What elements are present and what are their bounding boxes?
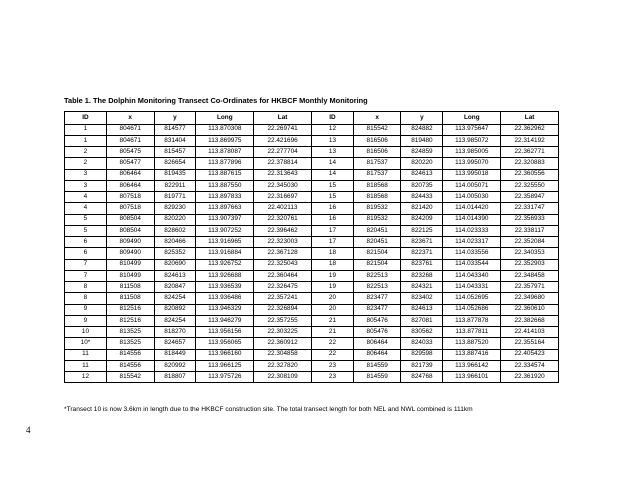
table-cell: 7 [65, 259, 107, 270]
table-cell: 22.355164 [501, 338, 559, 349]
table-row [65, 158, 559, 169]
table-cell: 113.887416 [443, 349, 501, 360]
table-row [65, 225, 559, 236]
table-cell: 114.023317 [443, 237, 501, 248]
table-cell: 818270 [154, 327, 196, 338]
table-cell: 830562 [401, 327, 443, 338]
table-cell: 113.995070 [443, 158, 501, 169]
table-cell: 19 [311, 270, 353, 281]
table-cell: 10* [65, 338, 107, 349]
table-row [65, 360, 559, 371]
table-cell: 113.975647 [443, 124, 501, 135]
table-cell: 804671 [106, 135, 154, 146]
table-row [65, 192, 559, 203]
table-cell: 113.916884 [196, 248, 254, 259]
table-cell: 113.897663 [196, 203, 254, 214]
table-cell: 113.956065 [196, 338, 254, 349]
table-row [65, 282, 559, 293]
table-cell: 820847 [154, 282, 196, 293]
table-cell: 812516 [106, 304, 154, 315]
table-cell: 815542 [106, 372, 154, 383]
table-cell: 114.052695 [443, 293, 501, 304]
table-cell: 804671 [106, 124, 154, 135]
table-cell: 22.357241 [254, 293, 312, 304]
table-cell: 820466 [154, 237, 196, 248]
table-cell: 12 [65, 372, 107, 383]
table-cell: 823671 [401, 237, 443, 248]
table-cell: 829230 [154, 203, 196, 214]
table-cell: 809490 [106, 237, 154, 248]
column-header: Long [443, 112, 501, 125]
table-cell: 113.946279 [196, 315, 254, 326]
table-cell: 811508 [106, 282, 154, 293]
column-header: y [154, 112, 196, 125]
table-cell: 22.357971 [501, 282, 559, 293]
table-cell: 7 [65, 270, 107, 281]
table-cell: 22.357255 [254, 315, 312, 326]
table-cell: 23 [311, 372, 353, 383]
table-cell: 22.314192 [501, 135, 559, 146]
table-cell: 826654 [154, 158, 196, 169]
table-cell: 818449 [154, 349, 196, 360]
table-row [65, 349, 559, 360]
table-cell: 824882 [401, 124, 443, 135]
table-row [65, 135, 559, 146]
table-cell: 824254 [154, 293, 196, 304]
table-row [65, 147, 559, 158]
table-cell: 822513 [353, 270, 401, 281]
table-cell: 8 [65, 282, 107, 293]
table-cell: 22.405423 [501, 349, 559, 360]
table-cell: 22.356933 [501, 214, 559, 225]
table-cell: 114.023333 [443, 225, 501, 236]
table-cell: 22.382668 [501, 315, 559, 326]
table-cell: 1 [65, 124, 107, 135]
table-cell: 824859 [401, 147, 443, 158]
table-cell: 817537 [353, 169, 401, 180]
table-cell: 5 [65, 214, 107, 225]
table-cell: 825352 [154, 248, 196, 259]
table-cell: 113.887550 [196, 180, 254, 191]
table-cell: 823268 [401, 270, 443, 281]
table-cell: 22.338117 [501, 225, 559, 236]
table-row [65, 338, 559, 349]
table-cell: 819435 [154, 169, 196, 180]
table-cell: 812516 [106, 315, 154, 326]
table-cell: 113.966101 [443, 372, 501, 383]
table-cell: 818807 [154, 372, 196, 383]
table-cell: 820735 [401, 180, 443, 191]
table-cell: 807518 [106, 203, 154, 214]
table-cell: 806464 [106, 180, 154, 191]
table-row [65, 214, 559, 225]
table-row [65, 124, 559, 135]
table-cell: 6 [65, 248, 107, 259]
table-cell: 820451 [353, 237, 401, 248]
table-cell: 22.308109 [254, 372, 312, 383]
table-cell: 22.360912 [254, 338, 312, 349]
footnote: *Transect 10 is now 3.6km in length due to the HKBCF construction site. The total transect length for both NEL and NWL combined is 111km [64, 406, 473, 413]
table-cell: 9 [65, 304, 107, 315]
table-cell: 813525 [106, 338, 154, 349]
table-cell: 23 [311, 360, 353, 371]
table-cell: 823477 [353, 293, 401, 304]
table-cell: 809490 [106, 248, 154, 259]
table-cell: 22.303225 [254, 327, 312, 338]
page-number: 4 [26, 425, 31, 435]
table-cell: 820220 [401, 158, 443, 169]
table-cell: 18 [311, 259, 353, 270]
table-cell: 20 [311, 304, 353, 315]
table-cell: 22.352903 [501, 259, 559, 270]
table-cell: 22.421696 [254, 135, 312, 146]
table-cell: 819771 [154, 192, 196, 203]
table-cell: 113.956156 [196, 327, 254, 338]
table-cell: 15 [311, 192, 353, 203]
table-row [65, 372, 559, 383]
table-cell: 816506 [353, 147, 401, 158]
table-cell: 806464 [106, 169, 154, 180]
table-cell: 805477 [106, 158, 154, 169]
table-cell: 15 [311, 180, 353, 191]
table-cell: 22.360610 [501, 304, 559, 315]
table-cell: 824657 [154, 338, 196, 349]
column-header: ID [65, 112, 107, 125]
table-cell: 22.334574 [501, 360, 559, 371]
table-row [65, 169, 559, 180]
table-cell: 6 [65, 237, 107, 248]
table-cell: 22.277704 [254, 147, 312, 158]
table-cell: 815457 [154, 147, 196, 158]
table-cell: 824613 [401, 169, 443, 180]
table-cell: 113.877811 [443, 327, 501, 338]
table-cell: 822911 [154, 180, 196, 191]
table-cell: 114.014390 [443, 214, 501, 225]
table-cell: 11 [65, 349, 107, 360]
table-cell: 828602 [154, 225, 196, 236]
table-cell: 807518 [106, 192, 154, 203]
table-cell: 22.402113 [254, 203, 312, 214]
table-cell: 814559 [353, 360, 401, 371]
header-row [65, 112, 559, 125]
table-body [65, 124, 559, 383]
table-cell: 808504 [106, 225, 154, 236]
table-cell: 113.985072 [443, 135, 501, 146]
table-cell: 811508 [106, 293, 154, 304]
table-cell: 822513 [353, 282, 401, 293]
table-cell: 821504 [353, 259, 401, 270]
table-cell: 22.414103 [501, 327, 559, 338]
table-cell: 8 [65, 293, 107, 304]
table-cell: 806464 [353, 338, 401, 349]
table-cell: 820220 [154, 214, 196, 225]
table-cell: 824209 [401, 214, 443, 225]
table-cell: 821504 [353, 248, 401, 259]
table-cell: 10 [65, 327, 107, 338]
table-cell: 820451 [353, 225, 401, 236]
table-cell: 113.897833 [196, 192, 254, 203]
table-cell: 14 [311, 169, 353, 180]
table-cell: 824768 [401, 372, 443, 383]
table-cell: 113.887520 [443, 338, 501, 349]
table-cell: 1 [65, 135, 107, 146]
table-cell: 22.326894 [254, 304, 312, 315]
table-row [65, 327, 559, 338]
table-cell: 113.878087 [196, 147, 254, 158]
table-cell: 820892 [154, 304, 196, 315]
table-cell: 113.936486 [196, 293, 254, 304]
table-cell: 2 [65, 158, 107, 169]
table-cell: 22.323003 [254, 237, 312, 248]
table-cell: 824033 [401, 338, 443, 349]
table-cell: 17 [311, 237, 353, 248]
table-cell: 22.348458 [501, 270, 559, 281]
table-cell: 113.926688 [196, 270, 254, 281]
table-row [65, 237, 559, 248]
table-cell: 114.014420 [443, 203, 501, 214]
table-cell: 5 [65, 225, 107, 236]
column-header: Lat [501, 112, 559, 125]
table-cell: 808504 [106, 214, 154, 225]
table-cell: 829598 [401, 349, 443, 360]
table-cell: 22.349680 [501, 293, 559, 304]
table-cell: 113.966160 [196, 349, 254, 360]
table-cell: 821420 [401, 203, 443, 214]
table-cell: 114.005030 [443, 192, 501, 203]
column-header: y [401, 112, 443, 125]
table-caption: Table 1. The Dolphin Monitoring Transect Co-Ordinates for HKBCF Monthly Monitoring [64, 96, 368, 105]
table-cell: 814556 [106, 360, 154, 371]
table-cell: 810499 [106, 270, 154, 281]
table-cell: 831404 [154, 135, 196, 146]
table-cell: 113.869975 [196, 135, 254, 146]
table-cell: 114.043340 [443, 270, 501, 281]
table-cell: 114.033556 [443, 248, 501, 259]
table-cell: 113.926752 [196, 259, 254, 270]
table-cell: 113.946329 [196, 304, 254, 315]
table-cell: 22.360556 [501, 169, 559, 180]
table-cell: 819532 [353, 214, 401, 225]
table-cell: 824254 [154, 315, 196, 326]
table-cell: 814556 [106, 349, 154, 360]
table-cell: 113.985005 [443, 147, 501, 158]
table-cell: 22.326475 [254, 282, 312, 293]
table-cell: 22.361920 [501, 372, 559, 383]
table-cell: 22.304858 [254, 349, 312, 360]
table-cell: 824433 [401, 192, 443, 203]
table-cell: 816506 [353, 135, 401, 146]
table-cell: 21 [311, 315, 353, 326]
table-cell: 113.966142 [443, 360, 501, 371]
table-cell: 22 [311, 338, 353, 349]
table-cell: 22.360464 [254, 270, 312, 281]
table-cell: 12 [311, 124, 353, 135]
table-cell: 22.367128 [254, 248, 312, 259]
table-cell: 22.327820 [254, 360, 312, 371]
table-cell: 22.269741 [254, 124, 312, 135]
table-cell: 823477 [353, 304, 401, 315]
table-cell: 814577 [154, 124, 196, 135]
column-header: Lat [254, 112, 312, 125]
table-cell: 16 [311, 203, 353, 214]
table-cell: 18 [311, 248, 353, 259]
table-cell: 819480 [401, 135, 443, 146]
table-cell: 21 [311, 327, 353, 338]
table-cell: 114.005071 [443, 180, 501, 191]
table-cell: 3 [65, 180, 107, 191]
table-cell: 823402 [401, 293, 443, 304]
column-header: ID [311, 112, 353, 125]
table-cell: 113.887615 [196, 169, 254, 180]
table-cell: 22.352084 [501, 237, 559, 248]
table-cell: 824613 [401, 304, 443, 315]
table-cell: 113.907252 [196, 225, 254, 236]
table-cell: 113.916965 [196, 237, 254, 248]
transect-coordinates-table [64, 111, 559, 383]
table-cell: 22.362771 [501, 147, 559, 158]
table-row [65, 270, 559, 281]
table-cell: 11 [65, 360, 107, 371]
table-cell: 113.966125 [196, 360, 254, 371]
table-cell: 13 [311, 135, 353, 146]
table-cell: 810499 [106, 259, 154, 270]
table-cell: 4 [65, 203, 107, 214]
table-cell: 114.052686 [443, 304, 501, 315]
table-cell: 113.877896 [196, 158, 254, 169]
table-cell: 22.358947 [501, 192, 559, 203]
table-cell: 22.340353 [501, 248, 559, 259]
table-cell: 806464 [353, 349, 401, 360]
table-row [65, 315, 559, 326]
table-cell: 20 [311, 293, 353, 304]
table-cell: 820992 [154, 360, 196, 371]
table-cell: 817537 [353, 158, 401, 169]
table-cell: 22.362962 [501, 124, 559, 135]
table-cell: 14 [311, 158, 353, 169]
table-cell: 22.320883 [501, 158, 559, 169]
table-cell: 815542 [353, 124, 401, 135]
table-cell: 3 [65, 169, 107, 180]
table-cell: 22.313643 [254, 169, 312, 180]
column-header: Long [196, 112, 254, 125]
table-row [65, 248, 559, 259]
table-cell: 805476 [353, 315, 401, 326]
table-cell: 22.316697 [254, 192, 312, 203]
table-cell: 113.936539 [196, 282, 254, 293]
table-cell: 113.995018 [443, 169, 501, 180]
table-cell: 822125 [401, 225, 443, 236]
table-cell: 22.396462 [254, 225, 312, 236]
table-cell: 814559 [353, 372, 401, 383]
table-row [65, 203, 559, 214]
table-cell: 114.043331 [443, 282, 501, 293]
table-row [65, 293, 559, 304]
table-row [65, 304, 559, 315]
table-cell: 22.378814 [254, 158, 312, 169]
table-cell: 113.877878 [443, 315, 501, 326]
column-header: x [106, 112, 154, 125]
table-cell: 22.320761 [254, 214, 312, 225]
table-cell: 819532 [353, 203, 401, 214]
table-cell: 2 [65, 147, 107, 158]
table-row [65, 180, 559, 191]
table-cell: 13 [311, 147, 353, 158]
table-cell: 818568 [353, 192, 401, 203]
table-cell: 822371 [401, 248, 443, 259]
table-cell: 22.325550 [501, 180, 559, 191]
column-header: x [353, 112, 401, 125]
table-cell: 805475 [106, 147, 154, 158]
table-cell: 22.325043 [254, 259, 312, 270]
table-cell: 114.033544 [443, 259, 501, 270]
table-cell: 9 [65, 315, 107, 326]
table-cell: 818568 [353, 180, 401, 191]
table-cell: 17 [311, 225, 353, 236]
table-cell: 805476 [353, 327, 401, 338]
table-cell: 813525 [106, 327, 154, 338]
table-cell: 113.870308 [196, 124, 254, 135]
table-row [65, 259, 559, 270]
table-cell: 827081 [401, 315, 443, 326]
table-cell: 16 [311, 214, 353, 225]
table-cell: 824613 [154, 270, 196, 281]
table-cell: 22.331747 [501, 203, 559, 214]
table-cell: 823761 [401, 259, 443, 270]
table-cell: 824321 [401, 282, 443, 293]
table-cell: 113.907397 [196, 214, 254, 225]
table-cell: 821739 [401, 360, 443, 371]
table-cell: 22.345030 [254, 180, 312, 191]
table-cell: 820690 [154, 259, 196, 270]
table-cell: 113.975726 [196, 372, 254, 383]
table-cell: 4 [65, 192, 107, 203]
table-cell: 19 [311, 282, 353, 293]
table-cell: 22 [311, 349, 353, 360]
